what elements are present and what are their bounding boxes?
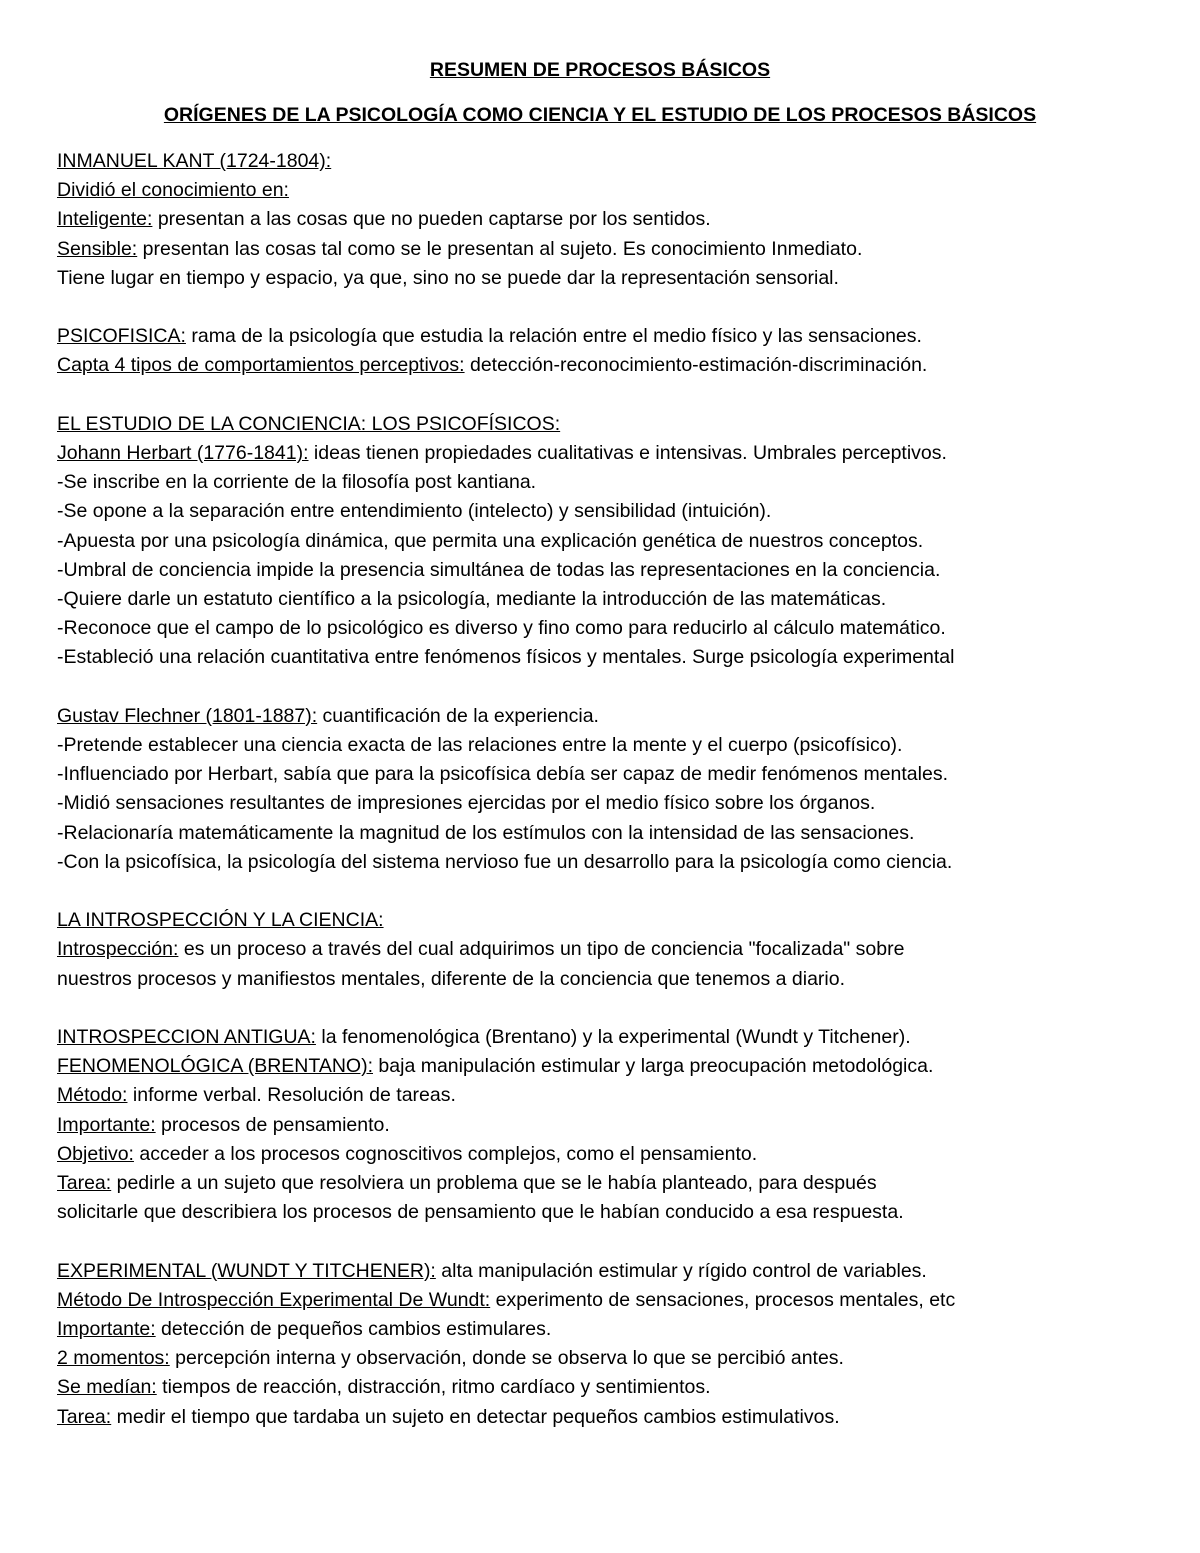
underlined-label: 2 momentos: [57, 1347, 170, 1370]
underlined-label: Gustav Flechner (1801-1887): [57, 704, 318, 727]
line-text: nuestros procesos y manifiestos mentales, diferente de la conciencia que tenemos a diario. [57, 967, 846, 990]
underlined-label: EXPERIMENTAL (WUNDT Y TITCHENER): [57, 1259, 436, 1282]
line-text: informe verbal. Resolución de tareas. [127, 1084, 456, 1107]
line-text: presentan a las cosas que no pueden captarse por los sentidos. [152, 208, 711, 231]
document-title: RESUMEN DE PROCESOS BÁSICOS [429, 59, 771, 81]
underlined-label: Dividió el conocimiento en: [57, 179, 289, 202]
line-text: alta manipulación estimular y rígido control de variables. [435, 1259, 927, 1282]
line-text: la fenomenológica (Brentano) y la experimental (Wundt y Titchener). [315, 1026, 911, 1049]
line-text: -Estableció una relación cuantitativa entre fenómenos físicos y mentales. Surge psicología experimental [57, 646, 955, 669]
line-text: -Se opone a la separación entre entendimiento (intelecto) y sensibilidad (intuición). [57, 500, 772, 523]
blank-line [57, 673, 1187, 702]
line-text: detección de pequeños cambios estimulares. [155, 1318, 552, 1341]
text-line [57, 1052, 1187, 1081]
text-line [57, 235, 1187, 264]
line-text: acceder a los procesos cognoscitivos complejos, como el pensamiento. [133, 1142, 758, 1165]
line-text: -Reconoce que el campo de lo psicológico es diverso y fino como para reducirlo al cálculo matemático. [57, 617, 946, 640]
document-subtitle: ORÍGENES DE LA PSICOLOGÍA COMO CIENCIA Y EL ESTUDIO DE LOS PROCESOS BÁSICOS [163, 104, 1037, 126]
underlined-label: Tarea: [57, 1172, 112, 1195]
text-line [57, 965, 1187, 994]
text-line [57, 147, 1187, 176]
text-line [57, 351, 1187, 380]
line-text: -Influenciado por Herbart, sabía que para la psicofísica debía ser capaz de medir fenómenos mentales. [57, 763, 949, 786]
blank-line [57, 877, 1187, 906]
text-line [57, 935, 1187, 964]
text-line [57, 1373, 1187, 1402]
underlined-label: Capta 4 tipos de comportamientos perceptivos: [57, 354, 465, 377]
blank-line [57, 381, 1187, 410]
underlined-label: Sensible: [57, 237, 138, 260]
text-line [57, 410, 1187, 439]
line-text: -Umbral de conciencia impide la presencia simultánea de todas las representaciones en la conciencia. [57, 558, 941, 581]
underlined-label: Importante: [57, 1113, 156, 1136]
text-line [57, 1403, 1187, 1432]
line-text: -Pretende establecer una ciencia exacta de las relaciones entre la mente y el cuerpo (psicofísico). [57, 734, 903, 757]
line-text: -Relacionaría matemáticamente la magnitud de los estímulos con la intensidad de las sensaciones. [57, 821, 915, 844]
text-line [57, 1315, 1187, 1344]
text-line [57, 643, 1187, 672]
text-line [57, 264, 1187, 293]
text-line [57, 1111, 1187, 1140]
text-line [57, 789, 1187, 818]
line-text: -Midió sensaciones resultantes de impresiones ejercidas por el medio físico sobre los órganos. [57, 792, 876, 815]
text-line [57, 527, 1187, 556]
underlined-label: Método: [57, 1084, 128, 1107]
line-text: baja manipulación estimular y larga preocupación metodológica. [373, 1055, 934, 1078]
text-line [57, 819, 1187, 848]
document-body [57, 147, 1187, 1432]
underlined-label: Método De Introspección Experimental De Wundt: [57, 1288, 491, 1311]
line-text: es un proceso a través del cual adquirimos un tipo de conciencia "focalizada" sobre [178, 938, 905, 961]
line-text: -Con la psicofísica, la psicología del sistema nervioso fue un desarrollo para la psicología como ciencia. [57, 850, 953, 873]
line-text: ideas tienen propiedades cualitativas e intensivas. Umbrales perceptivos. [308, 442, 947, 464]
text-line [57, 731, 1187, 760]
text-line [57, 760, 1187, 789]
underlined-label: Importante: [57, 1318, 156, 1341]
text-line [57, 906, 1187, 935]
text-line [57, 556, 1187, 585]
text-line [57, 1169, 1187, 1198]
text-line [57, 614, 1187, 643]
underlined-label: Introspección: [57, 938, 179, 961]
line-text: experimento de sensaciones, procesos mentales, etc [490, 1288, 956, 1311]
underlined-label: INMANUEL KANT (1724-1804): [57, 150, 332, 172]
text-line [57, 848, 1187, 877]
line-text: medir el tiempo que tardaba un sujeto en detectar pequeños cambios estimulativos. [111, 1405, 840, 1428]
text-line [57, 1257, 1187, 1286]
line-text: -Quiere darle un estatuto científico a la psicología, mediante la introducción de las matemáticas. [57, 588, 887, 611]
text-line [57, 439, 1187, 468]
blank-line [57, 994, 1187, 1023]
line-text: percepción interna y observación, donde se observa lo que se percibió antes. [169, 1347, 844, 1370]
text-line [57, 468, 1187, 497]
text-line [57, 1140, 1187, 1169]
underlined-label: Se medían: [57, 1376, 157, 1399]
line-text: presentan las cosas tal como se le presentan al sujeto. Es conocimiento Inmediato. [137, 237, 863, 260]
line-text: cuantificación de la experiencia. [317, 704, 599, 727]
line-text: procesos de pensamiento. [155, 1113, 390, 1136]
underlined-label: Johann Herbart (1776-1841): [57, 442, 309, 464]
underlined-label: INTROSPECCION ANTIGUA: [57, 1026, 316, 1049]
underlined-label: FENOMENOLÓGICA (BRENTANO): [57, 1055, 373, 1078]
line-text: rama de la psicología que estudia la relación entre el medio físico y las sensaciones. [185, 325, 922, 348]
blank-line [57, 1227, 1187, 1256]
text-line [57, 1081, 1187, 1110]
text-line [57, 1198, 1187, 1227]
line-text: pedirle a un sujeto que resolviera un problema que se le había planteado, para después [111, 1172, 877, 1195]
line-text: tiempos de reacción, distracción, ritmo cardíaco y sentimientos. [156, 1376, 711, 1399]
line-text: solicitarle que describiera los procesos de pensamiento que le habían conducido a esa respuesta. [57, 1201, 904, 1224]
text-line [57, 585, 1187, 614]
underlined-label: Objetivo: [57, 1142, 134, 1165]
text-line [57, 497, 1187, 526]
text-line [57, 1286, 1187, 1315]
text-line [57, 1023, 1187, 1052]
line-text: -Apuesta por una psicología dinámica, que permita una explicación genética de nuestros conceptos. [57, 529, 924, 552]
underlined-label: PSICOFISICA: [57, 325, 186, 348]
text-line [57, 205, 1187, 234]
underlined-label: LA INTROSPECCIÓN Y LA CIENCIA: [57, 909, 384, 932]
line-text: detección-reconocimiento-estimación-discriminación. [464, 354, 928, 377]
underlined-label: EL ESTUDIO DE LA CONCIENCIA: LOS PSICOFÍSICOS: [57, 412, 561, 435]
text-line [57, 322, 1187, 351]
text-line [57, 702, 1187, 731]
underlined-label: Tarea: [57, 1405, 112, 1428]
text-line [57, 176, 1187, 205]
line-text: Tiene lugar en tiempo y espacio, ya que, sino no se puede dar la representación sensorial. [57, 266, 839, 289]
blank-line [57, 293, 1187, 322]
text-line [57, 1344, 1187, 1373]
underlined-label: Inteligente: [57, 208, 153, 231]
line-text: -Se inscribe en la corriente de la filosofía post kantiana. [57, 471, 537, 494]
